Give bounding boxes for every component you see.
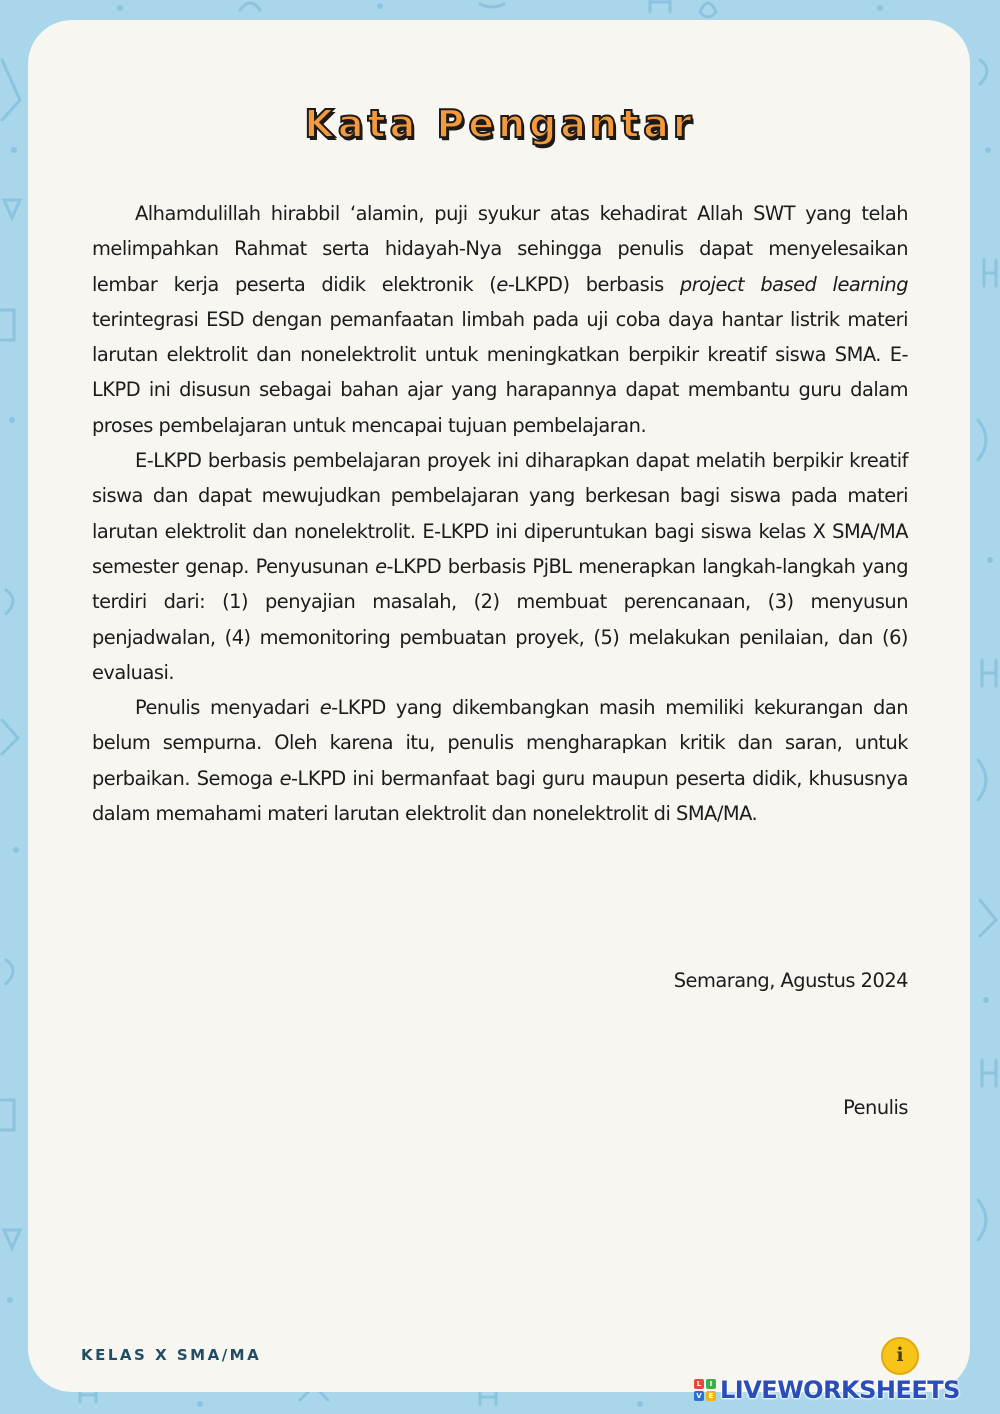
paragraph-1-run-2: e <box>496 272 508 296</box>
body-text <box>92 196 908 831</box>
paragraph-1-run-1: Alhamdulillah hirabbil ‘alamin, puji syukur atas kehadirat Allah SWT yang telah melimpahkan Rahmat serta hidayah-Nya sehingga penulis dapat menyelesaikan lembar kerja peserta didik elektronik ( <box>92 202 908 296</box>
paragraph-2 <box>92 443 908 690</box>
page-title: Kata Pengantar <box>304 102 696 146</box>
paragraph-3-run-4: e <box>279 766 292 790</box>
logo-grid-cell: E <box>706 1391 716 1401</box>
logo-grid-cell: L <box>694 1379 704 1389</box>
paragraph-1 <box>92 196 908 443</box>
paragraph-2-run-2: e <box>375 554 387 578</box>
paragraph-3-run-5: -LKPD ini bermanfaat bagi guru maupun peserta didik, khususnya dalam memahami materi larutan elektrolit dan nonelektrolit di SMA/MA. <box>92 766 908 826</box>
paragraph-3-run-2: e <box>319 696 332 720</box>
paragraph-1-run-5: terintegrasi ESD dengan pemanfaatan limbah pada uji coba daya hantar listrik materi larutan elektrolit dan nonelektrolit untuk meningkatkan berpikir kreatif siswa SMA. E-LKPD ini disusun sebagai bahan ajar yang harapannya dapat membantu guru dalam proses pembelajaran untuk mencapai tujuan pembelajaran. <box>92 307 908 437</box>
logo-grid-cell: V <box>694 1391 704 1401</box>
paragraph-3-run-1: Penulis menyadari <box>135 696 320 720</box>
author-signature: Penulis <box>843 1096 908 1119</box>
paragraph-1-run-4: project based learning <box>679 272 908 296</box>
paragraph-3-run-3: -LKPD yang dikembangkan masih memiliki kekurangan dan belum sempurna. Oleh karena itu, penulis mengharapkan kritik dan saran, untuk perbaikan. Semoga <box>92 696 908 790</box>
footer-class-label: KELAS X SMA/MA <box>81 1346 262 1364</box>
paragraph-3 <box>92 690 908 831</box>
place-date: Semarang, Agustus 2024 <box>673 969 908 992</box>
logo-text: LIVEWORKSHEETS <box>720 1376 960 1404</box>
logo-grid-cell: I <box>706 1379 716 1389</box>
info-icon[interactable]: i <box>881 1337 919 1375</box>
liveworksheets-logo[interactable] <box>694 1375 960 1405</box>
logo-grid-icon <box>694 1379 716 1401</box>
paragraph-2-run-1: E-LKPD berbasis pembelajaran proyek ini diharapkan dapat melatih berpikir kreatif siswa dan dapat mewujudkan pembelajaran yang berkesan bagi siswa pada materi larutan elektrolit dan nonelektrolit. E-LKPD ini diperuntukan bagi siswa kelas X SMA/MA semester genap. Penyusunan <box>92 449 908 578</box>
paragraph-2-run-3: -LKPD berbasis PjBL menerapkan langkah-langkah yang terdiri dari: (1) penyajian masalah, (2) membuat perencanaan, (3) menyusun penjadwalan, (4) memonitoring pembuatan proyek, (5) melakukan penilaian, dan (6) evaluasi. <box>92 554 909 684</box>
paragraph-1-run-3: -LKPD) berbasis <box>507 272 680 296</box>
